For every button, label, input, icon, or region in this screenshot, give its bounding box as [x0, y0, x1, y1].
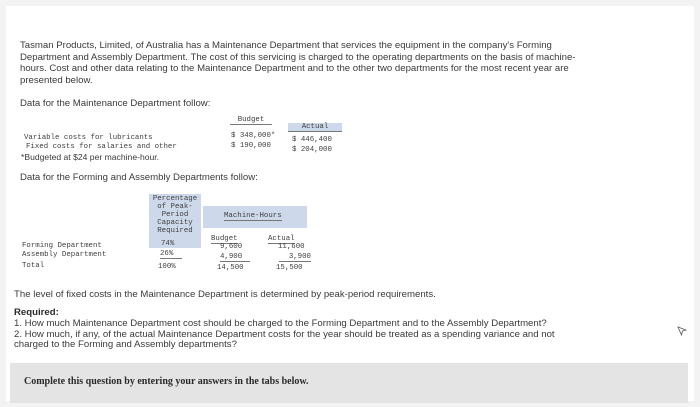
dept-row-pct: 26%	[160, 250, 182, 259]
dept-row-pct: 100%	[158, 263, 176, 271]
cursor-icon	[677, 326, 687, 336]
required-item: 2. How much, if any, of the actual Maintenance Department costs for the year should be treated as a spending variance and not	[14, 328, 555, 340]
dept-row-budget: 9,600	[220, 243, 243, 251]
required-list	[14, 319, 555, 351]
dept-row-pct: 74%	[161, 240, 175, 248]
maint-row-label: Variable costs for lubricants	[24, 134, 153, 142]
mh-header: Machine-Hours	[224, 212, 282, 220]
required-heading: Required:	[14, 307, 59, 318]
required-item: 1. How much Maintenance Department cost should be charged to the Forming Department and to the Assembly Department?	[14, 318, 547, 329]
dept-row-actual: 15,500	[276, 264, 303, 272]
required-item: charged to the Forming and Assembly departments?	[14, 339, 237, 351]
dept-row-budget: 4,900	[220, 253, 250, 262]
pct-header	[151, 195, 199, 235]
dept-row-label: Total	[22, 262, 45, 270]
maint-footnote: *Budgeted at $24 per machine-hour.	[21, 152, 160, 162]
maint-budget-header: Budget	[230, 116, 272, 125]
pct-header-line: Capacity	[157, 219, 193, 228]
maint-row-actual: $ 446,400	[292, 136, 332, 144]
dept-row-actual: 11,600	[278, 243, 305, 251]
pct-header-line: Period	[161, 211, 189, 220]
dept-budget-header: Budget	[211, 235, 238, 243]
question-page	[6, 6, 694, 401]
intro-paragraph	[20, 40, 576, 86]
instruction-text: Complete this question by entering your answers in the tabs below.	[24, 376, 309, 387]
intro-line: presented below.	[20, 74, 93, 86]
dept-row-label: Assembly Department	[22, 251, 107, 259]
departments-heading: Data for the Forming and Assembly Departments follow:	[20, 172, 258, 183]
pct-header-line: Percentage	[152, 195, 198, 203]
dept-row-actual: 3,900	[279, 253, 311, 262]
maint-row-label: Fixed costs for salaries and other	[26, 143, 177, 151]
maint-row-actual: $ 204,000	[292, 146, 332, 154]
instruction-banner	[10, 363, 688, 403]
intro-line: Department and Assembly Department. The cost of this servicing is charged to the operating departments on the basis of machine-	[20, 51, 576, 63]
dept-row-budget: 14,500	[217, 264, 244, 272]
maintenance-heading: Data for the Maintenance Department follow:	[20, 98, 211, 109]
intro-line: Tasman Products, Limited, of Australia has a Maintenance Department that services the equipment in the company's Forming	[20, 40, 552, 51]
intro-line: hours. Cost and other data relating to the Maintenance Department and to the other two departments for the most recent year are	[20, 63, 569, 75]
maint-row-budget: $ 348,000*	[231, 132, 276, 140]
maint-row-budget: $ 190,000	[231, 142, 271, 150]
pct-header-line: Required	[157, 227, 193, 236]
dept-row-label: Forming Department	[22, 242, 102, 250]
note-text: The level of fixed costs in the Maintenance Department is determined by peak-period requirements.	[14, 289, 436, 300]
dept-actual-header: Actual	[268, 235, 295, 243]
maint-actual-header: Actual	[288, 123, 342, 132]
pct-header-line: of Peak-	[157, 203, 193, 212]
